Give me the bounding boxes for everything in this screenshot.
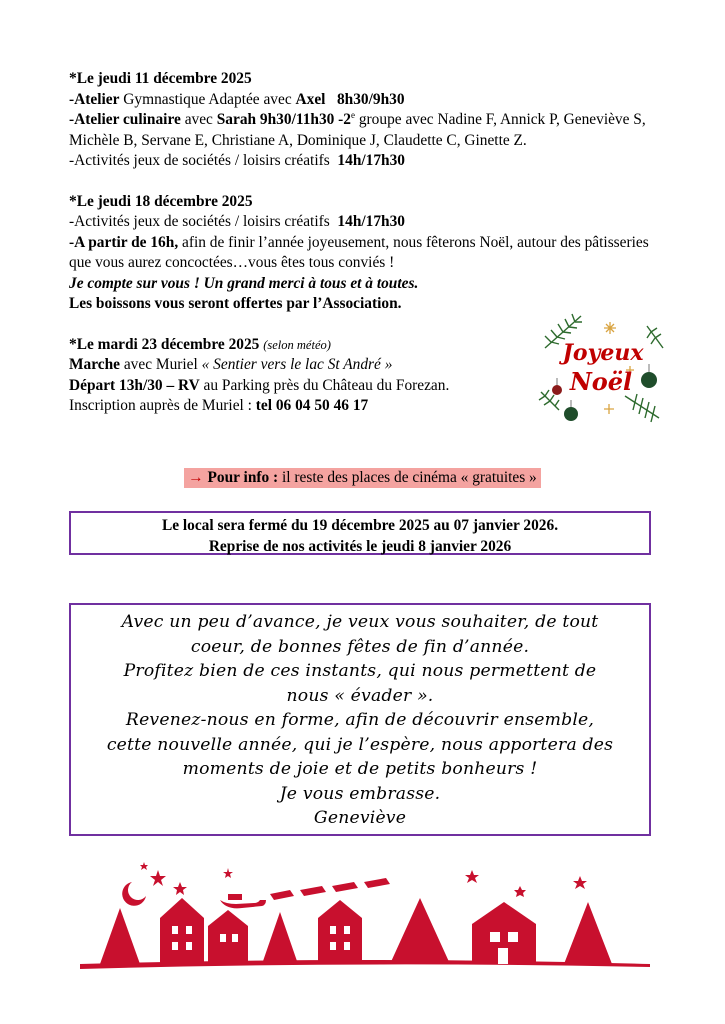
message-line: Revenez-nous en forme, afin de découvrir ensemble, — [125, 710, 595, 730]
event1-title: *Le jeudi 11 décembre 2025 — [69, 70, 252, 87]
info-line — [0, 468, 725, 489]
joyeux-text: Joyeux — [562, 340, 644, 366]
message-line: nous « évader ». — [286, 685, 434, 706]
event2-title: *Le jeudi 18 décembre 2025 — [69, 192, 253, 210]
event2-line1: -Activités jeux de sociétés / loisirs créatifs 14h/17h30 — [69, 213, 405, 230]
event1-line3: -Activités jeux de sociétés / loisirs créatifs 14h/17h30 — [69, 152, 405, 169]
arrow-icon: → — [188, 469, 204, 486]
event3-line3: Inscription auprès de Muriel : tel 06 04 50 46 17 — [69, 397, 369, 414]
event2-line3: Je compte sur vous ! Un grand merci à tous et à toutes. — [69, 274, 419, 292]
event2-line2: -A partir de 16h, afin de finir l’année joyeusement, nous fêterons Noël, autour des pâtisseries que vous aurez concoctées…vous êtes tous conviés ! — [69, 233, 649, 271]
closure-line2: Reprise de nos activités le jeudi 8 janvier 2026 — [208, 537, 512, 555]
message-line: Profitez bien de ces instants, qui nous permettent de — [123, 661, 597, 681]
message-line: Avec un peu d’avance, je veux vous souhaiter, de tout — [121, 612, 599, 632]
closure-line1: Le local sera fermé du 19 décembre 2025 au 07 janvier 2026. — [161, 517, 559, 534]
message-line: coeur, de bonnes fêtes de fin d’année. — [190, 636, 530, 657]
event1-line2: -Atelier culinaire avec Sarah 9h30/11h30 -2e groupe avec Nadine F, Annick P, Geneviève S, Michèle B, Servane E, Christiane A, Dominique J, Claudette C, Ginette Z. — [69, 109, 646, 149]
holiday-message — [69, 603, 651, 836]
event2-line4: Les boissons vous seront offertes par l’Association. — [69, 295, 402, 312]
event3-line1: Marche avec Muriel « Sentier vers le lac St André » — [69, 356, 393, 373]
christmas-village-illustration — [80, 860, 650, 970]
event1-line1: -Atelier Gymnastique Adaptée avec Axel 8h30/9h30 — [69, 90, 405, 108]
event3-line2: Départ 13h/30 – RV au Parking près du Château du Forezan. — [69, 376, 450, 394]
info-highlight: → Pour info : il reste des places de cinéma « gratuites » — [184, 468, 541, 488]
message-signature: Geneviève — [313, 808, 407, 828]
message-line: moments de joie et de petits bonheurs ! — [182, 759, 538, 779]
noel-text: Noël — [569, 367, 633, 396]
message-line: Je vous embrasse. — [279, 783, 441, 804]
event3-title: *Le mardi 23 décembre 2025 (selon météo) — [69, 335, 331, 353]
closure-notice — [69, 511, 651, 555]
message-line: cette nouvelle année, qui je l’espère, nous apportera des — [106, 734, 614, 755]
joyeux-noel-illustration — [537, 308, 667, 430]
